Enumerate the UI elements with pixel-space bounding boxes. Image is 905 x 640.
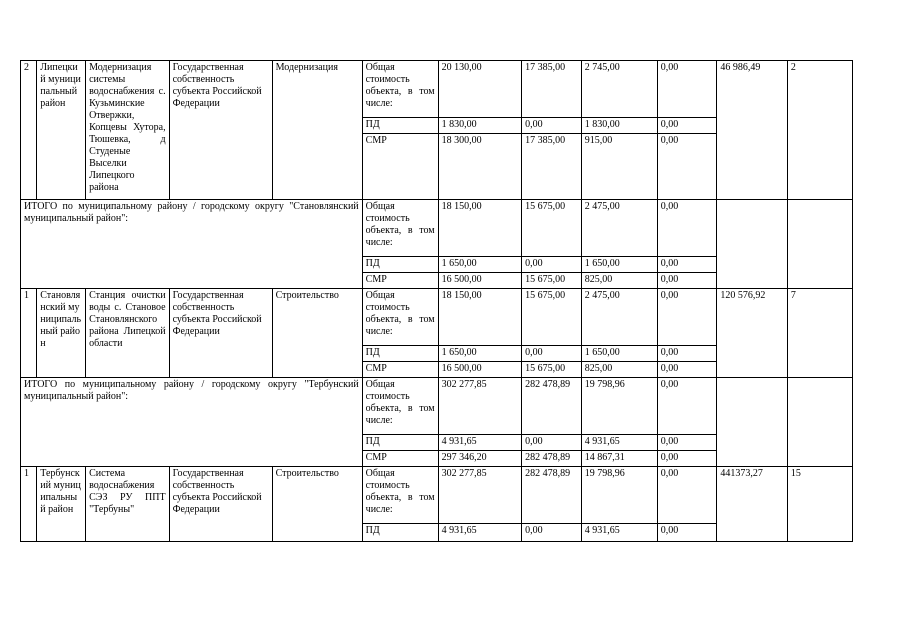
- value-federal: 0,00: [522, 346, 582, 362]
- extra-count: [787, 378, 852, 467]
- value-total: 302 277,85: [438, 467, 522, 524]
- value-local: 0,00: [657, 289, 717, 346]
- object-name: Модернизация системы водоснабжения с. Кузьминские Отвержки, Копцевы Хутора, Тюшевка, д Студеные Выселки Липецкого района: [86, 61, 170, 200]
- work-type: Строительство: [272, 289, 362, 378]
- ownership: Государственная собственность субъекта Российской Федерации: [169, 289, 272, 378]
- value-total: 297 346,20: [438, 451, 522, 467]
- value-total: 18 150,00: [438, 200, 522, 257]
- value-total: 16 500,00: [438, 362, 522, 378]
- value-regional: 19 798,96: [581, 378, 657, 435]
- cost-label: ПД: [362, 524, 438, 542]
- cost-label: Общая стоимость объекта, в том числе:: [362, 200, 438, 257]
- value-federal: 0,00: [522, 118, 582, 134]
- cost-label: ПД: [362, 257, 438, 273]
- table-row: [21, 467, 853, 524]
- table-row: [21, 378, 853, 435]
- value-federal: 282 478,89: [522, 467, 582, 524]
- value-total: 1 650,00: [438, 257, 522, 273]
- value-federal: 15 675,00: [522, 362, 582, 378]
- table-row: [21, 61, 853, 118]
- value-regional: 1 830,00: [581, 118, 657, 134]
- work-type: Модернизация: [272, 61, 362, 200]
- cost-label: ПД: [362, 118, 438, 134]
- value-regional: 825,00: [581, 273, 657, 289]
- total-label: ИТОГО по муниципальному району / городскому округу "Становлянский муниципальный район":: [21, 200, 363, 289]
- value-federal: 15 675,00: [522, 289, 582, 346]
- value-regional: 825,00: [581, 362, 657, 378]
- cost-label: СМР: [362, 451, 438, 467]
- extra-count: 15: [787, 467, 852, 542]
- value-total: 4 931,65: [438, 435, 522, 451]
- table-row: [21, 289, 853, 346]
- extra-value: 120 576,92: [717, 289, 788, 378]
- cost-label: Общая стоимость объекта, в том числе:: [362, 289, 438, 346]
- value-total: 302 277,85: [438, 378, 522, 435]
- value-regional: 14 867,31: [581, 451, 657, 467]
- value-total: 18 150,00: [438, 289, 522, 346]
- value-regional: 4 931,65: [581, 435, 657, 451]
- extra-count: 2: [787, 61, 852, 200]
- value-regional: 19 798,96: [581, 467, 657, 524]
- value-local: 0,00: [657, 61, 717, 118]
- value-local: 0,00: [657, 273, 717, 289]
- value-local: 0,00: [657, 200, 717, 257]
- ownership: Государственная собственность субъекта Российской Федерации: [169, 467, 272, 542]
- value-total: 1 650,00: [438, 346, 522, 362]
- cost-label: Общая стоимость объекта, в том числе:: [362, 61, 438, 118]
- object-name: Станция очистки воды с. Становое Становлянского района Липецкой области: [86, 289, 170, 378]
- district-name: Становлянский муниципальный район: [37, 289, 86, 378]
- value-federal: 15 675,00: [522, 200, 582, 257]
- cost-label: ПД: [362, 435, 438, 451]
- cost-label: СМР: [362, 134, 438, 200]
- value-federal: 17 385,00: [522, 134, 582, 200]
- object-name: Система водоснабжения СЭЗ РУ ППТ "Тербуны": [86, 467, 170, 542]
- cost-label: СМР: [362, 273, 438, 289]
- value-local: 0,00: [657, 346, 717, 362]
- extra-value: 46 986,49: [717, 61, 788, 200]
- row-number: 1: [21, 289, 37, 378]
- value-local: 0,00: [657, 134, 717, 200]
- value-regional: 4 931,65: [581, 524, 657, 542]
- value-regional: 2 475,00: [581, 200, 657, 257]
- extra-value: [717, 378, 788, 467]
- value-regional: 915,00: [581, 134, 657, 200]
- value-local: 0,00: [657, 435, 717, 451]
- value-federal: 282 478,89: [522, 378, 582, 435]
- row-number: 2: [21, 61, 37, 200]
- value-local: 0,00: [657, 118, 717, 134]
- value-federal: 15 675,00: [522, 273, 582, 289]
- value-federal: 0,00: [522, 524, 582, 542]
- cost-label: СМР: [362, 362, 438, 378]
- table-row: [21, 200, 853, 257]
- value-total: 4 931,65: [438, 524, 522, 542]
- extra-count: [787, 200, 852, 289]
- value-local: 0,00: [657, 378, 717, 435]
- extra-count: 7: [787, 289, 852, 378]
- value-total: 1 830,00: [438, 118, 522, 134]
- value-local: 0,00: [657, 451, 717, 467]
- cost-label: ПД: [362, 346, 438, 362]
- value-federal: 0,00: [522, 257, 582, 273]
- value-local: 0,00: [657, 362, 717, 378]
- value-local: 0,00: [657, 524, 717, 542]
- ownership: Государственная собственность субъекта Российской Федерации: [169, 61, 272, 200]
- budget-table: [20, 60, 853, 542]
- value-regional: 2 745,00: [581, 61, 657, 118]
- cost-label: Общая стоимость объекта, в том числе:: [362, 467, 438, 524]
- value-federal: 282 478,89: [522, 451, 582, 467]
- total-label: ИТОГО по муниципальному району / городскому округу "Тербунский муниципальный район":: [21, 378, 363, 467]
- value-federal: 17 385,00: [522, 61, 582, 118]
- value-local: 0,00: [657, 257, 717, 273]
- row-number: 1: [21, 467, 37, 542]
- extra-value: [717, 200, 788, 289]
- extra-value: 441373,27: [717, 467, 788, 542]
- value-regional: 2 475,00: [581, 289, 657, 346]
- value-federal: 0,00: [522, 435, 582, 451]
- cost-label: Общая стоимость объекта, в том числе:: [362, 378, 438, 435]
- district-name: Липецкий муниципальный район: [37, 61, 86, 200]
- value-regional: 1 650,00: [581, 257, 657, 273]
- district-name: Тербунский муниципальный район: [37, 467, 86, 542]
- value-total: 18 300,00: [438, 134, 522, 200]
- value-local: 0,00: [657, 467, 717, 524]
- value-total: 16 500,00: [438, 273, 522, 289]
- work-type: Строительство: [272, 467, 362, 542]
- value-total: 20 130,00: [438, 61, 522, 118]
- value-regional: 1 650,00: [581, 346, 657, 362]
